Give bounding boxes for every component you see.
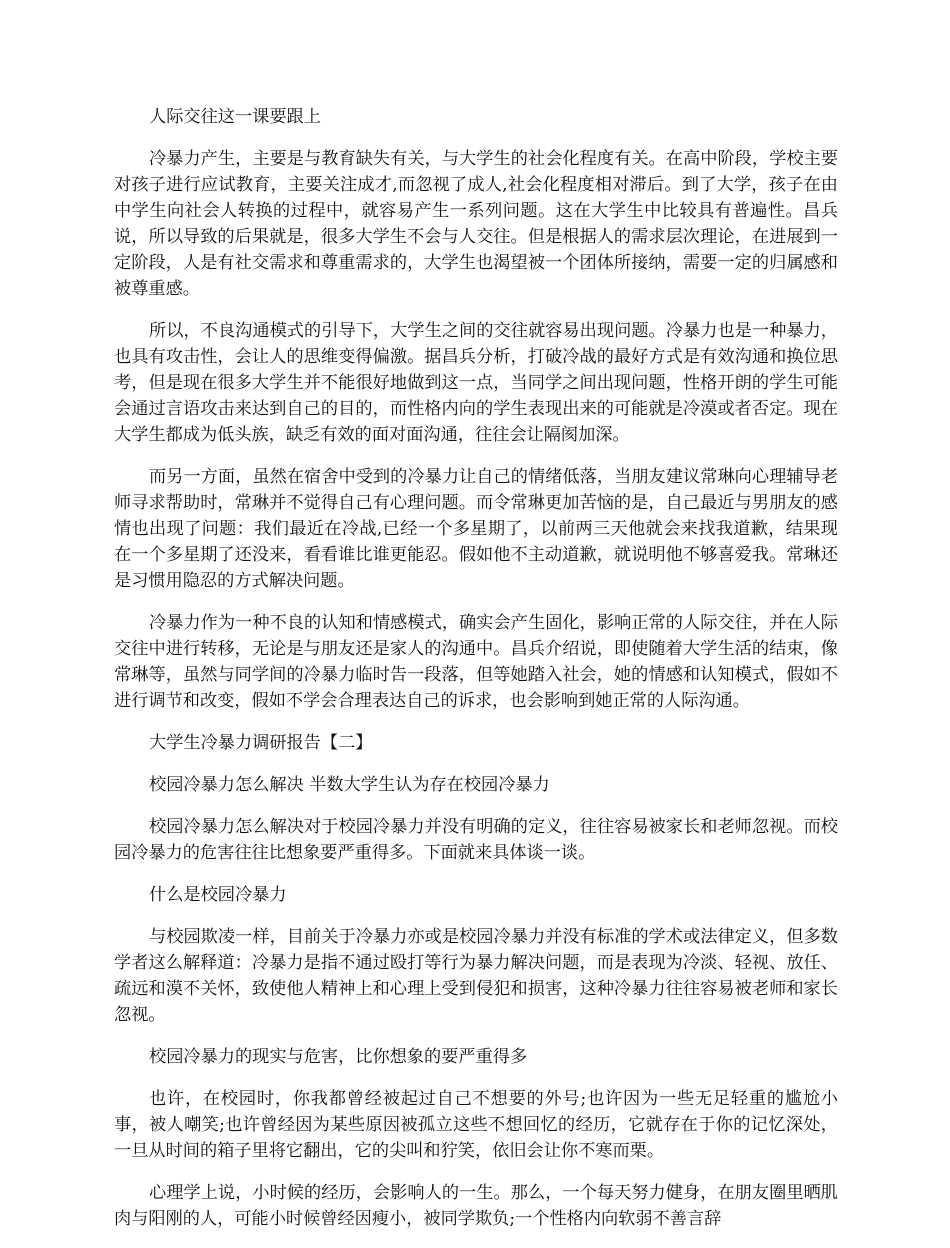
paragraph-psychology: 心理学上说，小时候的经历，会影响人的一生。那么，一个每天努力健身，在朋友圈里晒肌肉与阳刚的人，可能小时候曾经因瘦小，被同学欺负;一个性格内向软弱不善言辞 [114,1183,838,1229]
section-heading-interpersonal: 人际交往这一课要跟上 [149,107,321,127]
paragraph-solve-intro: 校园冷暴力怎么解决对于校园冷暴力并没有明确的定义，往往容易被家长和老师忽视。而校园冷暴力的危害往往比想象要严重得多。下面就来具体谈一谈。 [114,817,838,863]
paragraph-memories: 也许，在校园时，你我都曾经被起过自己不想要的外号;也许因为一些无足轻重的尴尬小事，被人嘲笑;也许曾经因为某些原因被孤立这些不想回忆的经历，它就存在于你的记忆深处，一旦从时间的箱子里将它翻出，它的尖叫和狞笑，依旧会让你不寒而栗。 [114,1089,838,1161]
section-heading-what-is: 什么是校园冷暴力 [149,885,287,905]
report-title-part-two: 大学生冷暴力调研报告【二】 [149,733,373,753]
paragraph-cognitive-pattern: 冷暴力作为一种不良的认知和情感模式，确实会产生固化，影响正常的人际交往，并在人际交往中进行转移，无论是与朋友还是家人的沟通中。昌兵介绍说，即使随着大学生活的结束，像常琳等，虽然与同学间的冷暴力临时告一段落，但等她踏入社会，她的情感和认知模式，假如不进行调节和改变，假如不学会合理表达自己的诉求，也会影响到她正常的人际沟通。 [114,613,838,711]
paragraph-cause-of-cold-violence: 冷暴力产生，主要是与教育缺失有关，与大学生的社会化程度有关。在高中阶段，学校主要对孩子进行应试教育，主要关注成才,而忽视了成人,社会化程度相对滞后。到了大学，孩子在由中学生向社会人转换的过程中，就容易产生一系列问题。这在大学生中比较具有普遍性。昌兵说，所以导致的后果就是，很多大学生不会与人交往。但是根据人的需求层次理论，在进展到一定阶段，人是有社交需求和尊重需求的，大学生也渴望被一个团体所接纳，需要一定的归属感和被尊重感。 [114,149,838,299]
section-heading-how-to-solve: 校园冷暴力怎么解决 半数大学生认为存在校园冷暴力 [149,775,550,795]
paragraph-changlin-case: 而另一方面，虽然在宿舍中受到的冷暴力让自己的情绪低落，当朋友建议常琳向心理辅导老师寻求帮助时，常琳并不觉得自己有心理问题。而令常琳更加苦恼的是，自己最近与男朋友的感情也出现了问题：我们最近在冷战,已经一个多星期了，以前两三天他就会来找我道歉，结果现在一个多星期了还没来，看看谁比谁更能忍。假如他不主动道歉，就说明他不够喜爱我。常琳还是习惯用隐忍的方式解决问题。 [114,467,838,591]
section-heading-reality-harm: 校园冷暴力的现实与危害，比你想象的要严重得多 [149,1047,528,1067]
paragraph-definition: 与校园欺凌一样，目前关于冷暴力亦或是校园冷暴力并没有标准的学术或法律定义，但多数学者这么解释道：冷暴力是指不通过殴打等行为暴力解决问题，而是表现为冷淡、轻视、放任、疏远和漠不关怀，致使他人精神上和心理上受到侵犯和损害，这种冷暴力往往容易被老师和家长忽视。 [114,927,838,1025]
document-body [114,104,838,1248]
paragraph-poor-communication: 所以，不良沟通模式的引导下，大学生之间的交往就容易出现问题。冷暴力也是一种暴力，也具有攻击性，会让人的思维变得偏激。据昌兵分析，打破冷战的最好方式是有效沟通和换位思考，但是现在很多大学生并不能很好地做到这一点，当同学之间出现问题，性格开朗的学生可能会通过言语攻击来达到自己的目的，而性格内向的学生表现出来的可能就是冷漠或者否定。现在大学生都成为低头族，缺乏有效的面对面沟通，往往会让隔阂加深。 [114,321,838,445]
